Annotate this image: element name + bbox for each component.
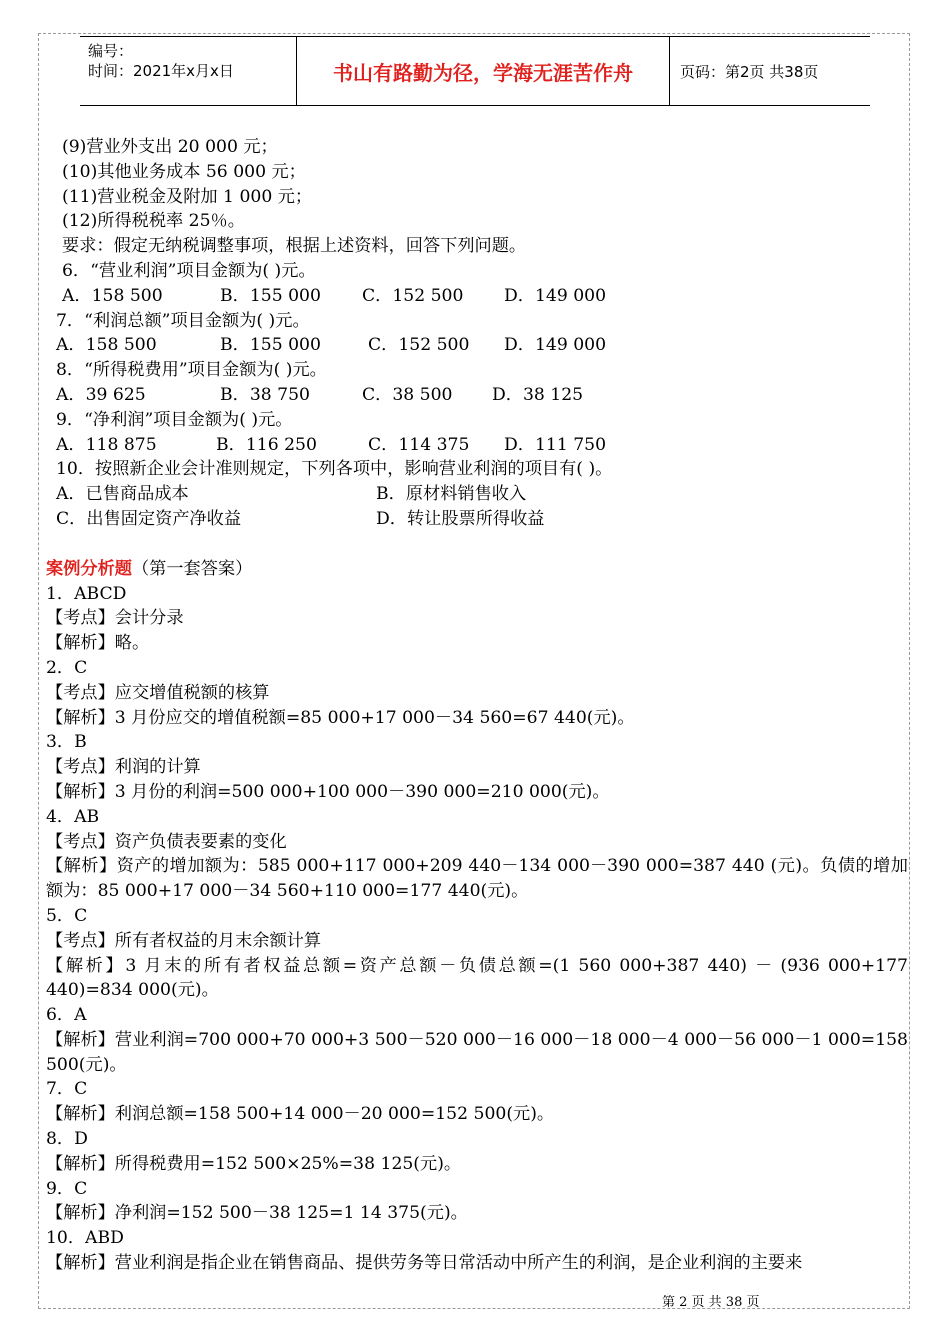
answer-option: A．已售商品成本 — [56, 484, 189, 505]
answer-option: C．152 500 — [362, 285, 464, 306]
section-title: 案例分析题 — [46, 558, 132, 579]
text-line: (9)营业外支出 20 000 元； — [62, 137, 278, 157]
text-line: 5．C — [46, 905, 88, 926]
section-subtitle: （第一套答案） — [131, 558, 253, 579]
document-body — [46, 135, 908, 1276]
text-line: 8．“所得税费用”项目金额为( )元。 — [56, 360, 327, 381]
text-line: 6．A — [46, 1005, 87, 1026]
section-spacer — [46, 532, 908, 557]
text-line: (11)营业税金及附加 1 000 元； — [62, 186, 313, 207]
text-line: 【考点】资产负债表要素的变化 — [46, 831, 287, 852]
answer-option: D．149 000 — [504, 285, 607, 306]
text-line: 7．“利润总额”项目金额为( )元。 — [56, 310, 310, 331]
text-line: 【解析】利润总额=158 500+14 000－20 000=152 500(元)。 — [46, 1104, 555, 1125]
answer-option: B．原材料销售收入 — [376, 484, 527, 505]
text-line: 【考点】所有者权益的月末余额计算 — [46, 930, 322, 951]
text-line: (10)其他业务成本 56 000 元； — [62, 161, 306, 182]
page-footer: 第 2 页 共 38 页 — [662, 1295, 760, 1310]
text-line: 7．C — [46, 1079, 88, 1100]
page-header — [80, 36, 870, 106]
answer-options-row — [46, 482, 908, 507]
header-motto: 书山有路勤为径，学海无涯苦作舟 — [297, 37, 670, 105]
text-line: 8．D — [46, 1129, 88, 1150]
answer-option: A．158 500 — [62, 285, 163, 306]
answer-options-row — [46, 433, 908, 458]
answer-options-row — [46, 284, 908, 309]
header-page-info: 页码：第2页 共38页 — [680, 62, 819, 81]
section-heading — [46, 557, 908, 582]
answer-options-row — [46, 333, 908, 358]
text-line: 【考点】应交增值税额的核算 — [46, 682, 270, 703]
answer-option: C．152 500 — [368, 335, 470, 356]
text-paragraph: 【解析】营业利润=700 000+70 000+3 500－520 000－16 000－18 000－4 000－56 000－1 000=158 500(元)。 — [46, 1029, 908, 1075]
text-paragraph: 【解析】3 月末的所有者权益总额=资产总额－负债总额=(1 560 000+387 440) － (936 000+177 440)=834 000(元)。 — [46, 955, 908, 1001]
answer-option: A．39 625 — [56, 384, 146, 405]
text-line: 要求：假定无纳税调整事项，根据上述资料，回答下列问题。 — [62, 236, 527, 257]
text-line: 2．C — [46, 657, 88, 678]
text-line: 【解析】3 月份应交的增值税额=85 000+17 000－34 560=67 440(元)。 — [46, 707, 635, 728]
header-meta — [80, 37, 297, 105]
text-line: 【考点】会计分录 — [46, 608, 184, 629]
text-line: 3．B — [46, 732, 87, 753]
text-line: 1．ABCD — [46, 583, 127, 604]
text-line: (12)所得税税率 25％。 — [62, 211, 245, 232]
text-line: 10．按照新企业会计准则规定，下列各项中，影响营业利润的项目有( )。 — [56, 459, 613, 480]
answer-option: B．38 750 — [220, 384, 310, 405]
text-paragraph: 【解析】资产的增加额为：585 000+117 000+209 440－134 000－390 000=387 440 (元)。负债的增加额为：85 000+17 000－34 560+110 000=177 440(元)。 — [46, 856, 908, 902]
text-line: 【解析】3 月份的利润=500 000+100 000－390 000=210 000(元)。 — [46, 781, 610, 802]
document-date: 时间：2021年x月x日 — [88, 62, 234, 80]
document-number-label: 编号： — [88, 42, 134, 60]
text-line: 【解析】所得税费用=152 500×25%=38 125(元)。 — [46, 1153, 462, 1174]
text-line: 10．ABD — [46, 1228, 124, 1249]
answer-option: A．158 500 — [56, 335, 157, 356]
answer-option: D．转让股票所得收益 — [376, 508, 545, 529]
text-line: 【考点】利润的计算 — [46, 757, 201, 778]
text-line: 【解析】营业利润是指企业在销售商品、提供劳务等日常活动中所产生的利润，是企业利润的主要来 — [46, 1253, 803, 1274]
answer-options-row — [46, 507, 908, 532]
answer-option: B．155 000 — [220, 335, 321, 356]
text-line: 【解析】略。 — [46, 633, 150, 654]
answer-option: B．155 000 — [220, 285, 321, 306]
answer-option: D．111 750 — [504, 434, 607, 455]
text-line: 4．AB — [46, 806, 100, 827]
answer-option: D．38 125 — [492, 384, 584, 405]
answer-option: D．149 000 — [504, 335, 607, 356]
answer-option: C．出售固定资产净收益 — [56, 508, 242, 529]
answer-options-row — [46, 383, 908, 408]
answer-option: C．38 500 — [362, 384, 453, 405]
text-line: 9．“净利润”项目金额为( )元。 — [56, 409, 293, 430]
answer-option: A．118 875 — [56, 434, 157, 455]
text-line: 【解析】净利润=152 500－38 125=1 14 375(元)。 — [46, 1203, 468, 1224]
text-line: 6．“营业利润”项目金额为( )元。 — [62, 260, 316, 281]
answer-option: C．114 375 — [368, 434, 470, 455]
text-line: 9．C — [46, 1178, 88, 1199]
answer-option: B．116 250 — [216, 434, 317, 455]
